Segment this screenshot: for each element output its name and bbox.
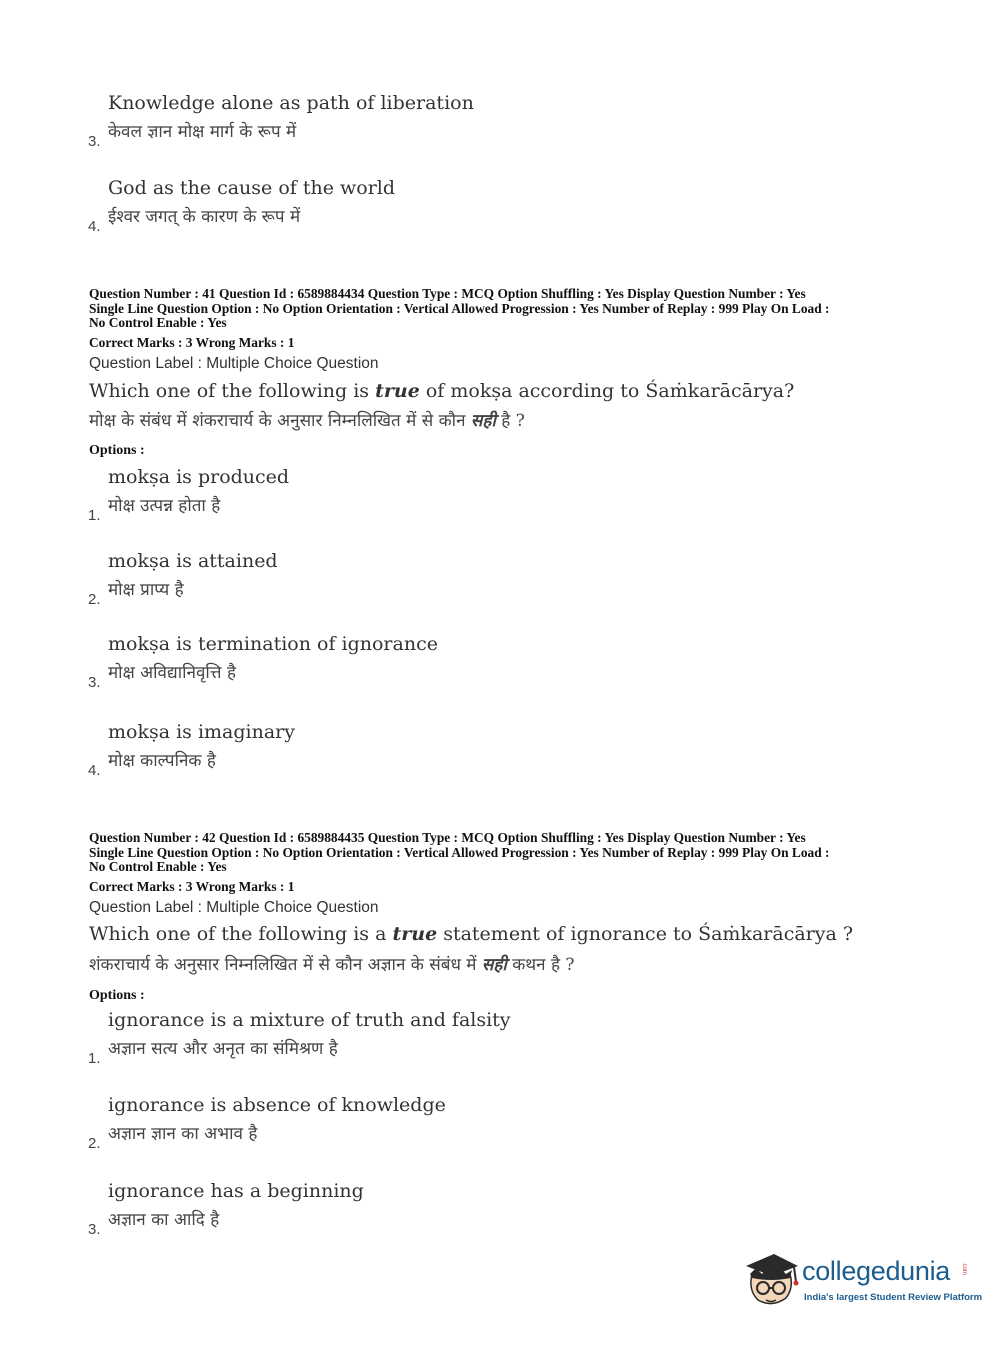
option-text-hi: केवल ज्ञान मोक्ष मार्ग के रूप में xyxy=(108,122,297,142)
options-header: Options : xyxy=(89,988,145,1003)
option-number: 4. xyxy=(88,762,101,779)
question-41-text-en xyxy=(89,380,794,402)
question-42-label: Question Label : Multiple Choice Question xyxy=(89,899,379,916)
option-number: 2. xyxy=(88,591,101,608)
option-number: 1. xyxy=(88,1050,101,1067)
emphasis-text: true xyxy=(392,923,438,945)
emphasis-text: true xyxy=(375,380,420,402)
option-number: 3. xyxy=(88,674,101,691)
text-segment: of mokṣa according to Śaṁkarācārya? xyxy=(419,380,795,402)
question-42-metadata xyxy=(89,831,919,875)
option-text-en: ignorance is a mixture of truth and falsity xyxy=(108,1009,511,1031)
text-segment: कथन है ? xyxy=(506,955,575,975)
option-text-hi: अज्ञान ज्ञान का अभाव है xyxy=(108,1124,258,1144)
option-text-en: mokṣa is termination of ignorance xyxy=(108,633,438,655)
option-text-en: mokṣa is attained xyxy=(108,550,278,572)
logo-wordmark: collegedunia xyxy=(802,1256,951,1286)
options-header: Options : xyxy=(89,443,145,458)
question-42-marks: Correct Marks : 3 Wrong Marks : 1 xyxy=(89,879,295,894)
option-number: 3. xyxy=(88,1221,101,1238)
text-segment: शंकराचार्य के अनुसार निम्नलिखित में से कौन अज्ञान के संबंध में xyxy=(89,955,482,975)
logo-tagline: India's largest Student Review Platform xyxy=(804,1292,983,1303)
question-42-text-en xyxy=(89,923,853,945)
question-41-text-hi xyxy=(89,408,525,431)
option-text-hi: मोक्ष उत्पन्न होता है xyxy=(108,496,221,516)
text-segment: मोक्ष के संबंध में शंकराचार्य के अनुसार निम्नलिखित में से कौन xyxy=(89,411,471,431)
question-41-label: Question Label : Multiple Choice Question xyxy=(89,355,379,372)
collegedunia-logo[interactable] xyxy=(742,1250,983,1312)
question-41-marks: Correct Marks : 3 Wrong Marks : 1 xyxy=(89,335,295,350)
meta-line: Question Number : 42 Question Id : 6589884435 Question Type : MCQ Option Shuffling : Yes Display Question Number : Yes xyxy=(89,830,806,845)
meta-line: Single Line Question Option : No Option Orientation : Vertical Allowed Progression : Yes Number of Replay : 999 Play On Load : xyxy=(89,300,830,316)
meta-line: No Control Enable : Yes xyxy=(89,315,227,330)
text-segment: है ? xyxy=(495,411,525,431)
meta-line: Question Number : 41 Question Id : 6589884434 Question Type : MCQ Option Shuffling : Yes Display Question Number : Yes xyxy=(89,286,806,301)
option-text-hi: ईश्वर जगत् के कारण के रूप में xyxy=(108,207,301,227)
student-mascot-icon xyxy=(742,1250,802,1310)
option-text-hi: अज्ञान का आदि है xyxy=(108,1210,220,1230)
option-number: 2. xyxy=(88,1135,101,1152)
option-text-en: mokṣa is produced xyxy=(108,466,290,488)
text-segment: statement of ignorance to Śaṁkarācārya ? xyxy=(437,923,854,945)
option-number: 1. xyxy=(88,507,101,524)
option-text-en: mokṣa is imaginary xyxy=(108,721,295,743)
option-text-en: ignorance has a beginning xyxy=(108,1180,364,1202)
meta-line: Single Line Question Option : No Option Orientation : Vertical Allowed Progression : Yes Number of Replay : 999 Play On Load : xyxy=(89,844,830,860)
option-text-hi: मोक्ष काल्पनिक है xyxy=(108,751,216,771)
option-text-en: Knowledge alone as path of liberation xyxy=(108,92,474,114)
option-text-en: God as the cause of the world xyxy=(108,177,396,199)
option-text-hi: अज्ञान सत्य और अनृत का संमिश्रण है xyxy=(108,1039,338,1059)
meta-line: No Control Enable : Yes xyxy=(89,859,227,874)
logo-domain: .com xyxy=(961,1262,967,1276)
emphasis-text: सही xyxy=(481,955,507,975)
option-number: 4. xyxy=(88,218,101,235)
question-42-text-hi xyxy=(89,952,575,975)
text-segment: Which one of the following is a xyxy=(89,923,393,945)
question-41-metadata xyxy=(89,287,919,331)
option-text-en: ignorance is absence of knowledge xyxy=(108,1094,446,1116)
option-text-hi: मोक्ष प्राप्य है xyxy=(108,580,184,600)
option-text-hi: मोक्ष अविद्यानिवृत्ति है xyxy=(108,663,236,683)
option-number: 3. xyxy=(88,133,101,150)
text-segment: Which one of the following is xyxy=(89,380,376,402)
emphasis-text: सही xyxy=(470,411,496,431)
